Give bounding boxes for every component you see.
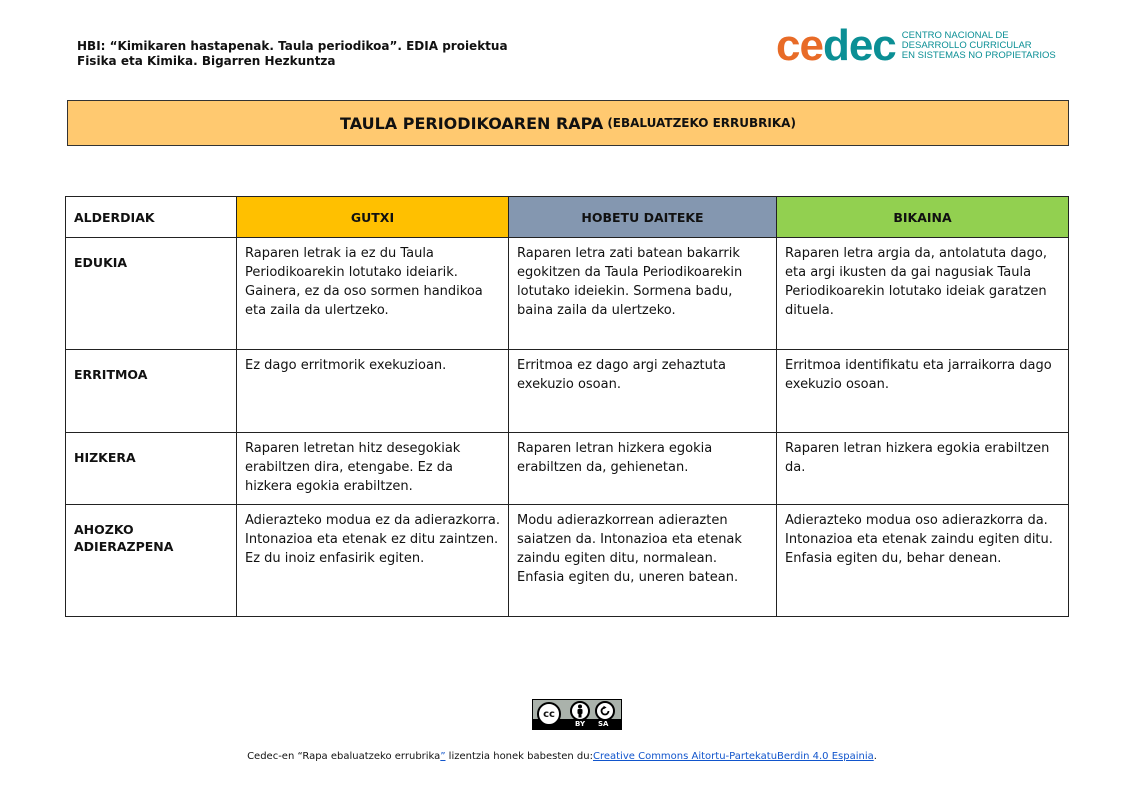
header-line-1: HBI: “Kimikaren hastapenak. Taula periodikoa”. EDIA proiektua: [77, 39, 508, 53]
rubric-cell: Modu adierazkorrean adierazten saiatzen da. Intonazioa eta etenak zaindu egiten ditu, normalean. Enfasia egiten du, uneren batean.: [509, 505, 777, 617]
sa-label: SA: [598, 720, 609, 728]
criterion-cell: HIZKERA: [66, 433, 237, 505]
table-row: [66, 433, 1069, 505]
rubric-cell: Raparen letra zati batean bakarrik egokitzen da Taula Periodikoarekin lotutako ideiekin. Sormena badu, baina zaila da ulertzeko.: [509, 238, 777, 350]
rubric-cell: Adierazteko modua oso adierazkorra da. Intonazioa eta etenak zaindu egiten ditu. Enfasia egiten du, behar denean.: [777, 505, 1069, 617]
footer-prefix: Cedec-en “Rapa ebaluatzeko errubrika: [247, 751, 441, 762]
license-link[interactable]: Creative Commons Aitortu-PartekatuBerdin 4.0 Espainia: [592, 751, 874, 762]
rubric-cell: Raparen letran hizkera egokia erabiltzen da.: [777, 433, 1069, 505]
rubric-cell: Raparen letra argia da, antolatuta dago, eta argi ikusten da gai nagusiak Taula Periodikoarekin lotutako ideiak garatzen dituela.: [777, 238, 1069, 350]
rubric-cell: Ez dago erritmorik exekuzioan.: [237, 350, 509, 433]
logo-sub-line-2: DESARROLLO CURRICULAR: [901, 40, 1032, 51]
column-header-hobetu: HOBETU DAITEKE: [509, 197, 777, 238]
column-header-bikaina: BIKAINA: [777, 197, 1069, 238]
table-row: [66, 238, 1069, 350]
rubric-cell: Erritmoa identifikatu eta jarraikorra dago exekuzio osoan.: [777, 350, 1069, 433]
page-subtitle: (EBALUATZEKO ERRUBRIKA): [607, 116, 796, 130]
column-header-gutxi: GUTXI: [237, 197, 509, 238]
cc-icon: cc: [537, 702, 561, 726]
column-header-alderdiak: ALDERDIAK: [66, 197, 237, 238]
by-label: BY: [575, 720, 586, 728]
rubric-table: [65, 196, 1069, 617]
table-row: [66, 350, 1069, 433]
title-banner: [67, 100, 1069, 146]
cedec-logo: [776, 21, 1056, 70]
page-title: TAULA PERIODIKOAREN RAPA: [340, 113, 604, 133]
logo-word-part1: ce: [776, 21, 823, 70]
rubric-cell: Raparen letrak ia ez du Taula Periodikoarekin lotutako ideiarik. Gainera, ez da oso sormen handikoa eta zaila da ulertzeko.: [237, 238, 509, 350]
license-footer: [0, 751, 1124, 762]
rubric-cell: Adierazteko modua ez da adierazkorra. Intonazioa eta etenak ez ditu zaintzen. Ez du inoiz enfasirik egiten.: [237, 505, 509, 617]
logo-sub-line-3: EN SISTEMAS NO PROPIETARIOS: [901, 50, 1056, 61]
logo-subtitle: [902, 31, 1056, 61]
document-header: [77, 39, 508, 69]
table-row: [66, 505, 1069, 617]
footer-end: .: [873, 751, 877, 762]
logo-wordmark: [776, 21, 896, 70]
share-alike-icon: [595, 701, 615, 721]
cc-license-badge[interactable]: [532, 699, 622, 730]
by-person-icon: [570, 701, 590, 721]
footer-quote-link[interactable]: ”: [440, 751, 446, 762]
rubric-cell: Raparen letretan hitz desegokiak erabiltzen dira, etengabe. Ez da hizkera egokia erabiltzen.: [237, 433, 509, 505]
header-line-2: Fisika eta Kimika. Bigarren Hezkuntza: [77, 54, 336, 68]
footer-after: lizentzia honek babesten du:: [445, 751, 593, 762]
criterion-cell: AHOZKO ADIERAZPENA: [66, 505, 237, 617]
criterion-cell: ERRITMOA: [66, 350, 237, 433]
logo-sub-line-1: CENTRO NACIONAL DE: [901, 30, 1009, 41]
criterion-cell: EDUKIA: [66, 238, 237, 350]
logo-word-part2: dec: [822, 21, 896, 70]
rubric-cell: Raparen letran hizkera egokia erabiltzen da, gehienetan.: [509, 433, 777, 505]
rubric-cell: Erritmoa ez dago argi zehaztuta exekuzio osoan.: [509, 350, 777, 433]
table-header-row: [66, 197, 1069, 238]
